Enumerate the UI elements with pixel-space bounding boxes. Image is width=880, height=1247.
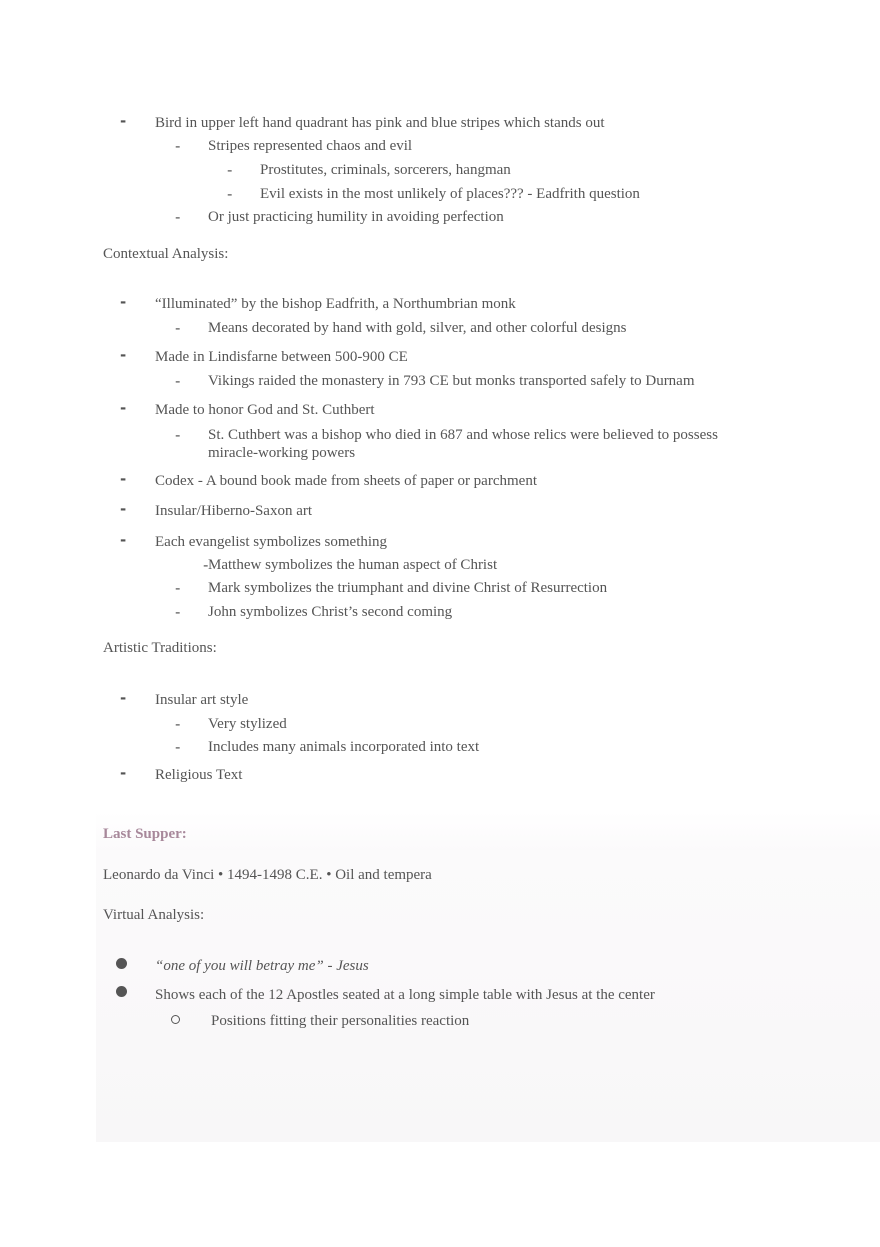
section-heading-virtual: Virtual Analysis: [103, 907, 205, 923]
dash-bullet: - [175, 208, 181, 226]
dash-bullet: - [203, 556, 209, 574]
artwork-title: Last Supper: [103, 826, 187, 842]
dash-bullet: - [175, 715, 181, 733]
dash-bullet: - [120, 689, 127, 707]
filled-bullet [116, 958, 127, 969]
list-item: Positions fitting their personalities reaction [211, 1013, 470, 1029]
artwork-meta: Leonardo da Vinci • 1494-1498 C.E. • Oil and tempera [103, 867, 432, 883]
dash-bullet: - [175, 579, 181, 597]
dash-bullet: - [120, 531, 127, 549]
dash-bullet: - [175, 137, 181, 155]
list-item: Or just practicing humility in avoiding perfection [208, 209, 504, 225]
filled-bullet [116, 986, 127, 997]
dash-bullet: - [227, 185, 233, 203]
list-item: Each evangelist symbolizes something [155, 534, 388, 550]
list-item: Matthew symbolizes the human aspect of Christ [208, 557, 498, 573]
list-item: Stripes represented chaos and evil [208, 138, 413, 154]
list-item: Vikings raided the monastery in 793 CE but monks transported safely to Durnam [208, 373, 695, 389]
list-item: “Illuminated” by the bishop Eadfrith, a Northumbrian monk [155, 296, 516, 312]
shaded-region [96, 812, 880, 1142]
list-item: Shows each of the 12 Apostles seated at a long simple table with Jesus at the center [155, 987, 655, 1003]
dash-bullet: - [175, 319, 181, 337]
list-item: Very stylized [208, 716, 287, 732]
list-item: Insular/Hiberno-Saxon art [155, 503, 313, 519]
list-item: Made in Lindisfarne between 500-900 CE [155, 349, 408, 365]
dash-bullet: - [120, 346, 127, 364]
list-item: Prostitutes, criminals, sorcerers, hangman [260, 162, 511, 178]
dash-bullet: - [120, 764, 127, 782]
dash-bullet: - [175, 426, 181, 444]
list-item: Evil exists in the most unlikely of places??? - Eadfrith question [260, 186, 640, 202]
dash-bullet: - [175, 603, 181, 621]
section-heading-artistic: Artistic Traditions: [103, 640, 217, 656]
dash-bullet: - [120, 112, 127, 130]
dash-bullet: - [175, 738, 181, 756]
list-item-quote: “one of you will betray me” - Jesus [155, 958, 369, 974]
dash-bullet: - [120, 293, 127, 311]
dash-bullet: - [227, 161, 233, 179]
section-heading-contextual: Contextual Analysis: [103, 246, 229, 262]
dash-bullet: - [120, 500, 127, 518]
list-item: Codex - A bound book made from sheets of paper or parchment [155, 473, 537, 489]
dash-bullet: - [120, 470, 127, 488]
list-item-continuation: miracle-working powers [208, 445, 356, 461]
dash-bullet: - [175, 372, 181, 390]
hollow-bullet [171, 1015, 180, 1024]
list-item: Made to honor God and St. Cuthbert [155, 402, 375, 418]
list-item: Religious Text [155, 767, 243, 783]
list-item: Includes many animals incorporated into text [208, 739, 480, 755]
list-item: Means decorated by hand with gold, silver, and other colorful designs [208, 320, 627, 336]
list-item: St. Cuthbert was a bishop who died in 687 and whose relics were believed to possess [208, 427, 718, 443]
dash-bullet: - [120, 399, 127, 417]
list-item: Bird in upper left hand quadrant has pink and blue stripes which stands out [155, 115, 605, 131]
list-item: Mark symbolizes the triumphant and divine Christ of Resurrection [208, 580, 608, 596]
list-item: John symbolizes Christ’s second coming [208, 604, 453, 620]
list-item: Insular art style [155, 692, 249, 708]
